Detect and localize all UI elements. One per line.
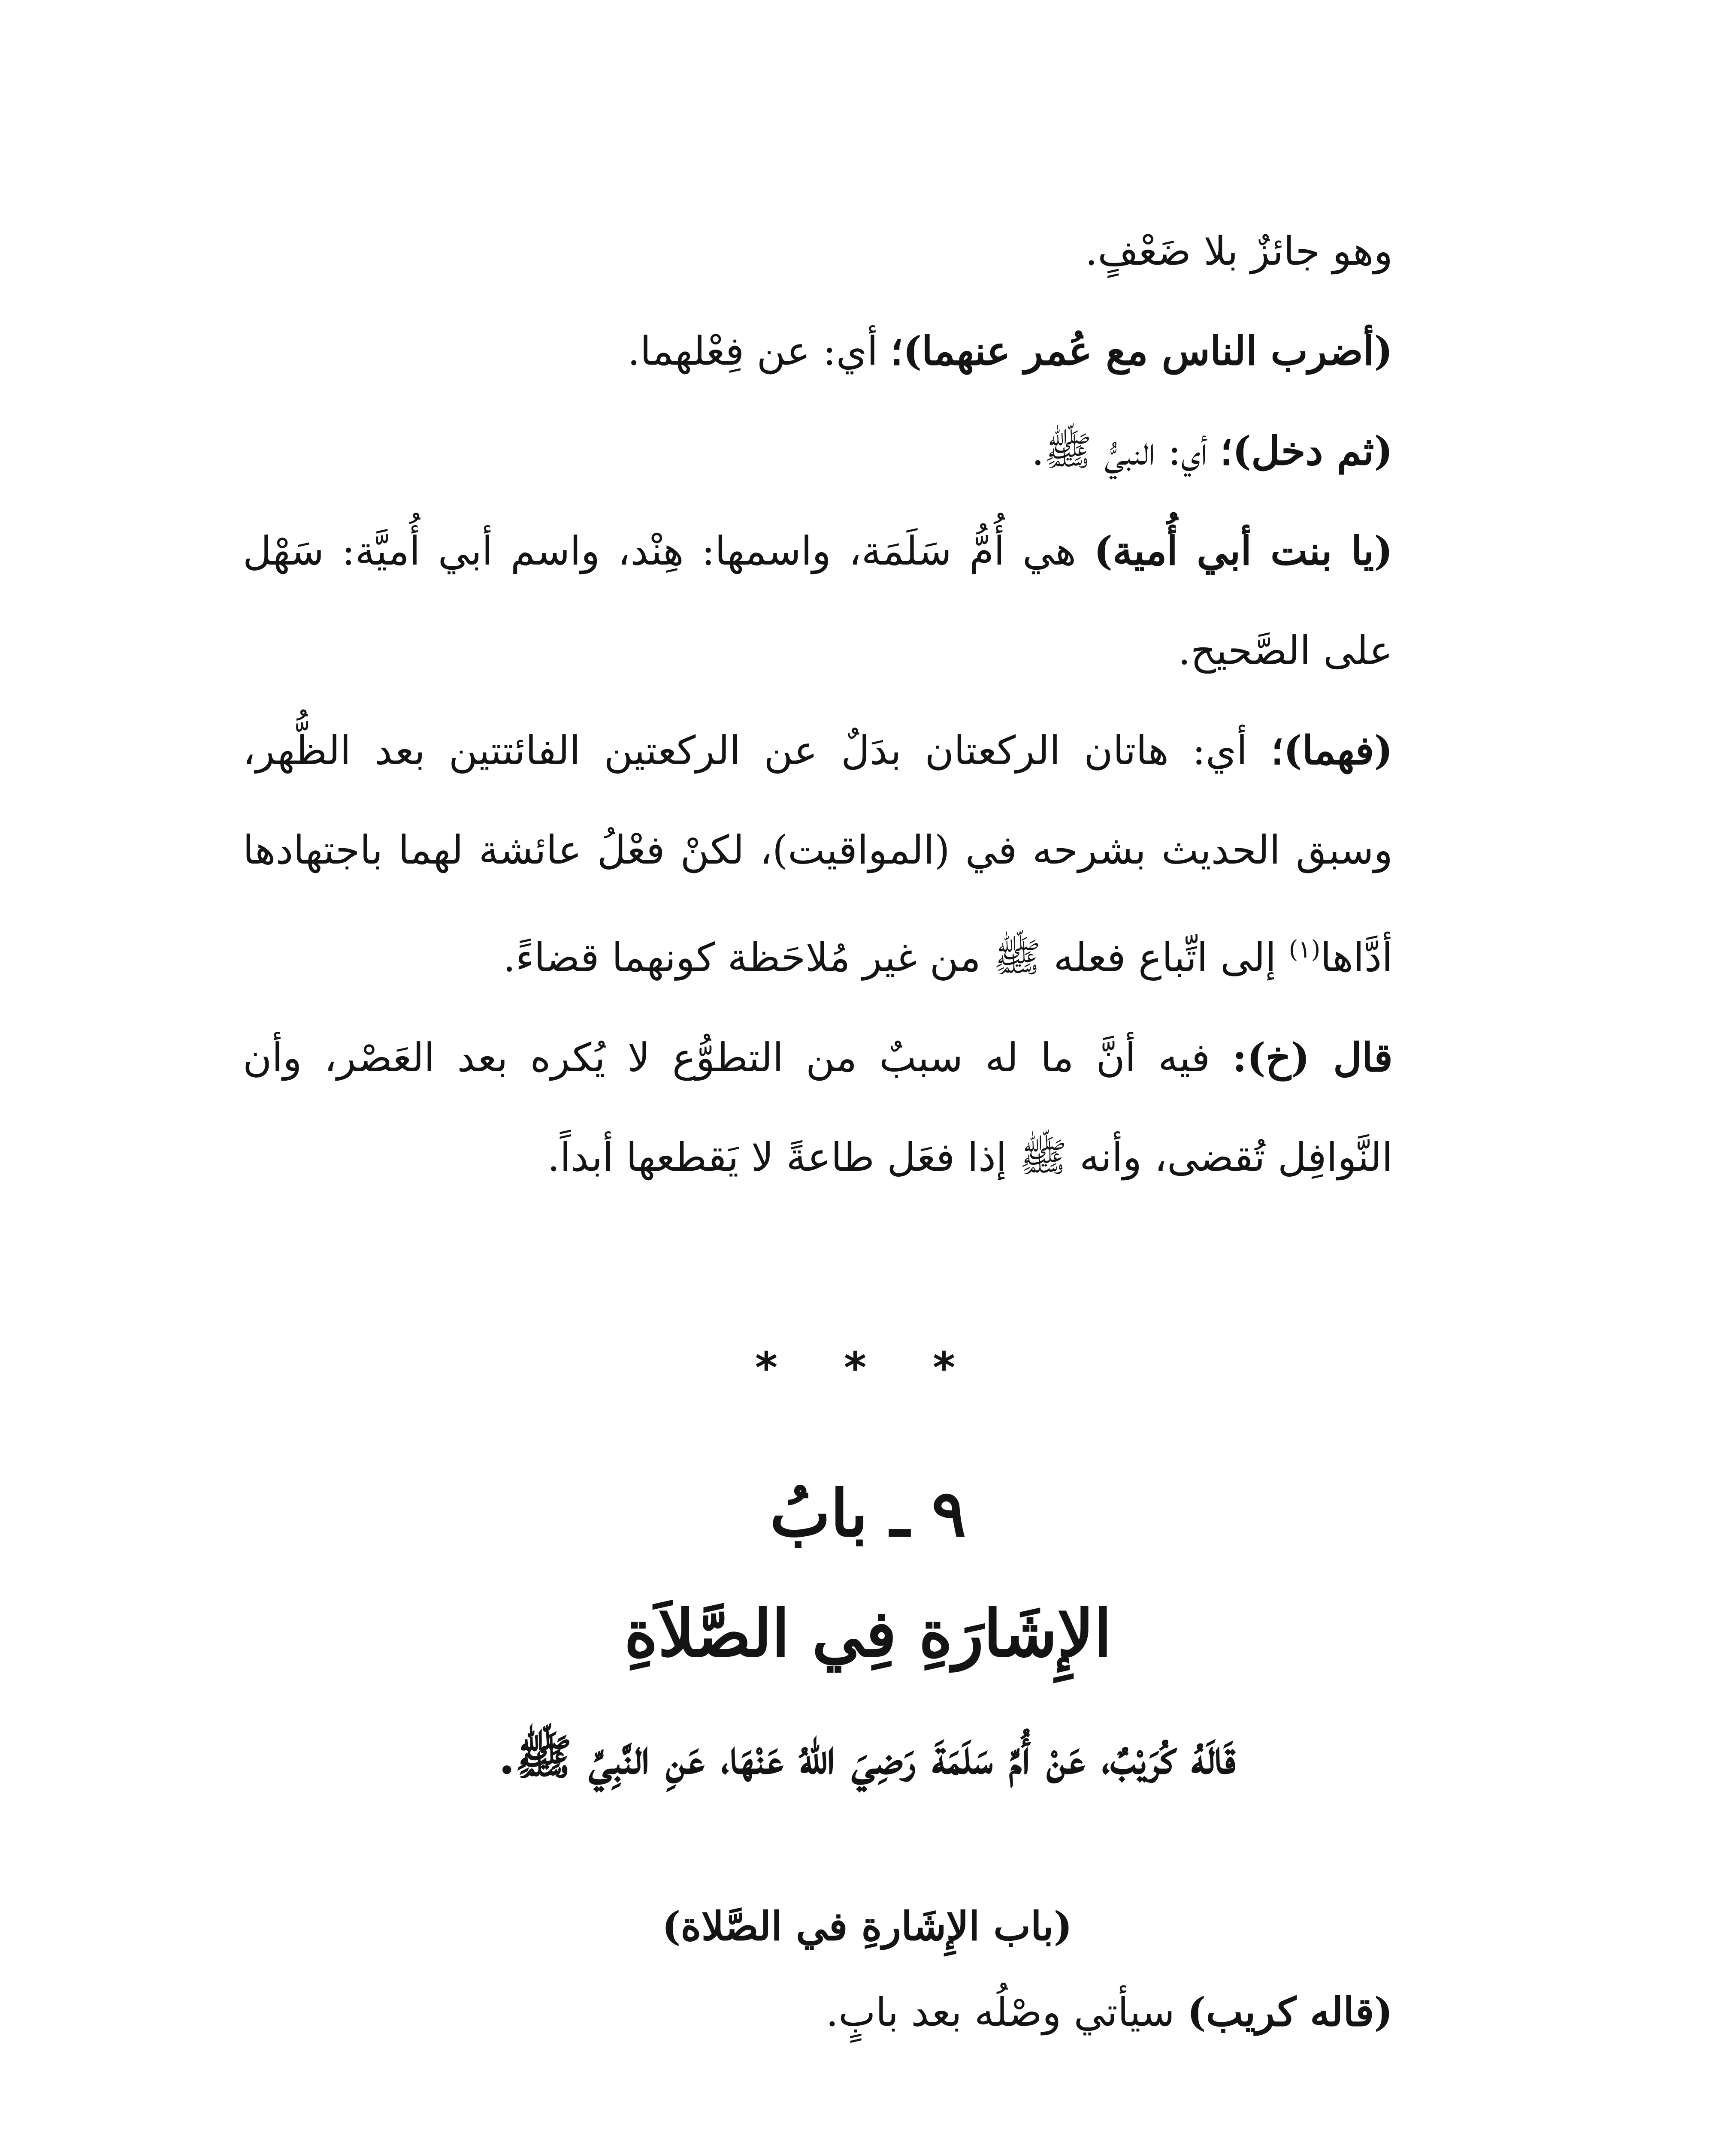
paragraph-4-lead: (يا بنت أبي أُمية): [1094, 528, 1393, 574]
section-separator: * * *: [755, 1343, 981, 1393]
paragraph-1-text: وهو جائزٌ بلا ضَعْفٍ.: [1085, 228, 1393, 274]
commentary-title: (باب الإِشَارةِ في الصَّلاة): [662, 1903, 1073, 1949]
paragraph-5-text: أي: هاتان الركعتان بدَلٌ عن الركعتين الفائتتين بعد الظُّهر، وسبق الحديث بشرحه في (المواقيت)، لكنْ فعْلُ عائشة لهما باجتهادها أدَّاها: [243, 728, 1393, 981]
paragraph-6-text: فيه أنَّ ما له سببٌ من التطوُّع لا يُكره بعد العَصْر، وأن النَّوافِل تُقضى، وأنه ﷺ إذا فعَل طاعةً لا يَقطعها أبداً.: [243, 1034, 1393, 1180]
paragraph-2-text: أي: عن فِعْلهما.: [627, 328, 891, 374]
paragraph-3-lead: (ثم دخل)؛: [1220, 428, 1393, 474]
hadith-text: قَالَهُ كُرَيْبٌ، عَنْ أُمِّ سَلَمَةَ رَضِيَ اللهُ عَنْهَا، عَنِ النَّبِيِّ ﷺ.: [499, 1729, 1236, 1785]
main-text: [243, 202, 1491, 1207]
paragraph-5-end: إلى اتِّباع فعله ﷺ من غير مُلاحَظة كونهما قضاءً.: [503, 934, 1289, 981]
paragraph-3: [243, 401, 1491, 501]
paragraph-6-lead: قال (خ):: [1232, 1034, 1393, 1081]
paragraph-5: [243, 701, 1491, 1008]
commentary-line-lead: (قاله كريب): [1187, 1989, 1393, 2035]
paragraph-4-text: هي أُمُّ سَلَمَة، واسمها: هِنْد، واسم أبي أُميَّة: سَهْل على الصَّحيح.: [243, 528, 1393, 674]
paragraph-2: [243, 301, 1491, 401]
chapter-title: الإِشَارَةِ فِي الصَّلاَةِ: [624, 1596, 1112, 1671]
paragraph-1: [243, 202, 1491, 301]
commentary-line-text: سيأتي وصْلُه بعد بابٍ.: [826, 1989, 1188, 2035]
paragraph-3-text: أي: النبيُّ ﷺ.: [1031, 428, 1220, 474]
paragraph-4: [243, 501, 1491, 701]
commentary-line: [243, 1969, 1491, 2055]
paragraph-6: [243, 1008, 1491, 1207]
paragraph-5-lead: (فهما)؛: [1271, 727, 1393, 773]
footnote-reference: (١): [1288, 936, 1321, 964]
paragraph-2-lead: (أضرب الناس مع عُمر عنهما)؛: [890, 328, 1393, 374]
chapter-number: ٩ ـ بابُ: [770, 1476, 966, 1551]
commentary: [243, 1883, 1491, 2055]
